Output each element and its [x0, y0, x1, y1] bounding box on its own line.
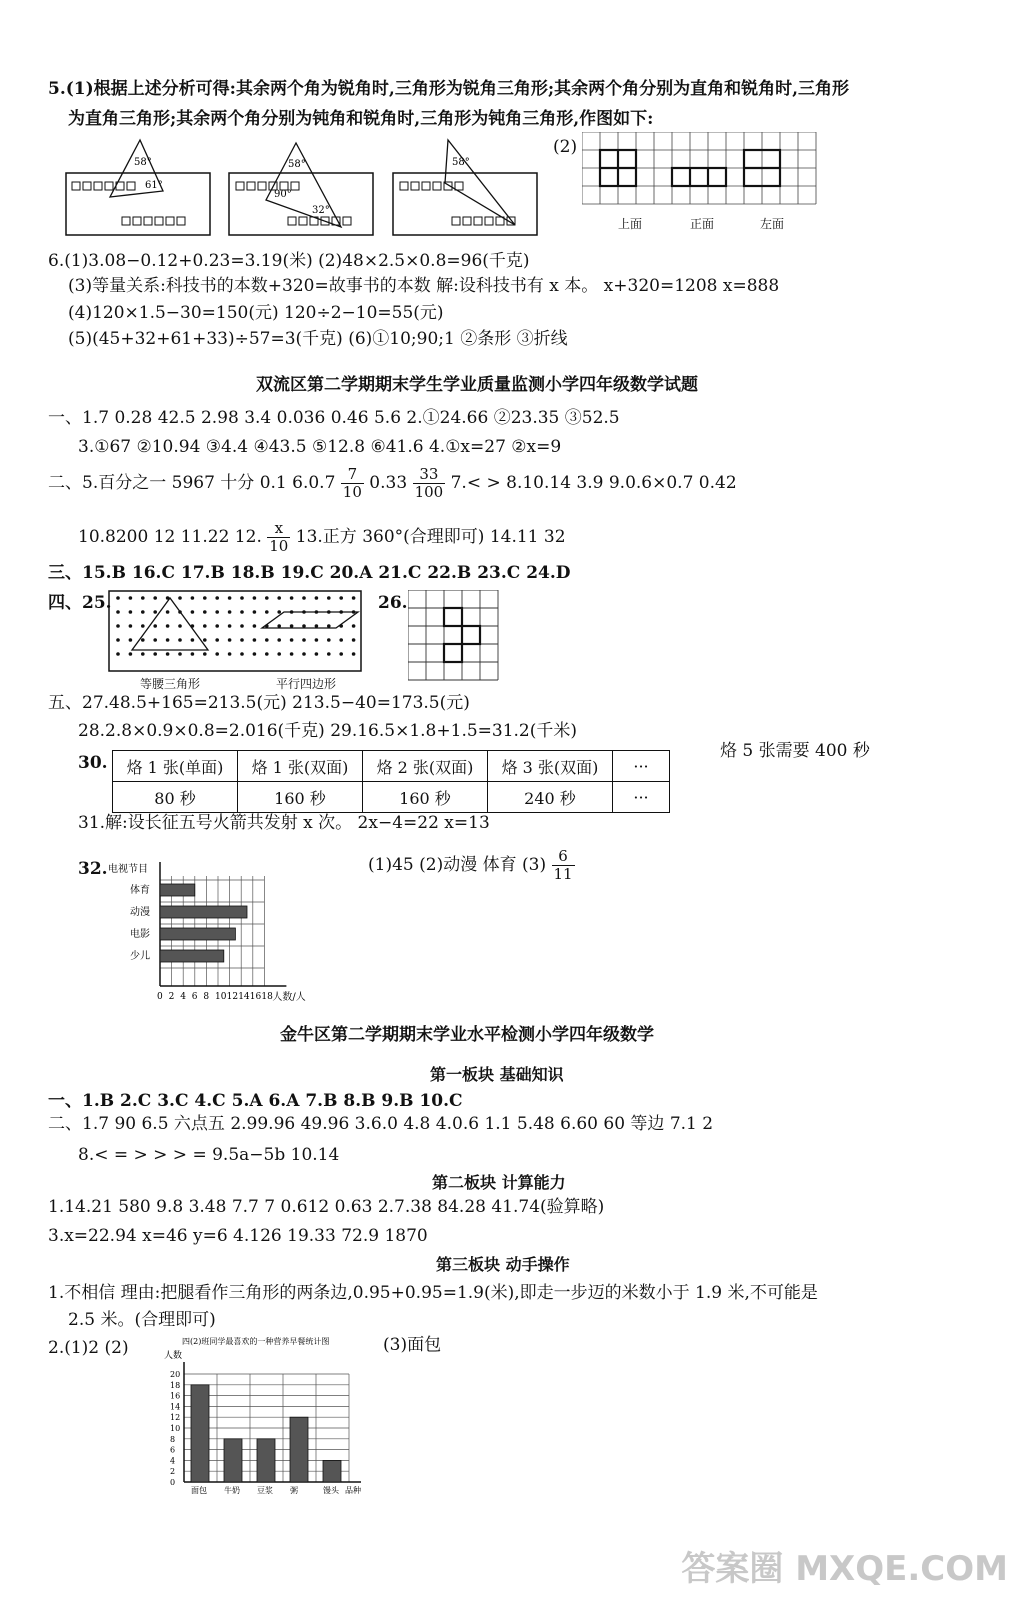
- y-tick-label: 20: [170, 1370, 181, 1379]
- s2-row8a: 2.(1)2 (2): [48, 1338, 129, 1358]
- s2-row5: 3.x=22.94 x=46 y=6 4.126 19.33 72.9 1870: [48, 1226, 428, 1246]
- s1-row4: 10.8200 12 11.22 12. $\frac{x}{10}$ 13.正方 360°(合理即可) 14.11 32: [78, 519, 566, 555]
- q25-dot-grid: [108, 590, 362, 672]
- table-cell-2: 160 秒: [238, 782, 363, 813]
- y-tick-label: 16: [170, 1391, 181, 1401]
- q6-line2: (3)等量关系:科技书的本数+320=故事书的本数 解:设科技书有 x 本。 x+320=1208 x=888: [68, 276, 780, 296]
- q6-line3: (4)120×1.5−30=150(元) 120÷2−10=55(元): [68, 303, 444, 323]
- bar: [224, 1439, 242, 1482]
- section2-title: 金牛区第二学期期末学业水平检测小学四年级数学: [280, 1025, 654, 1045]
- figure-acute: [66, 140, 210, 235]
- bar: [191, 1385, 209, 1482]
- table-head-4: 烙 3 张(双面): [488, 751, 613, 782]
- figure-right: [229, 143, 373, 235]
- bar: [160, 928, 235, 940]
- category-label: 电影: [130, 929, 150, 940]
- q5-part2: (2): [553, 137, 578, 157]
- s2-row7: 2.5 米。(合理即可): [68, 1310, 216, 1330]
- y-tick-label: 14: [170, 1402, 181, 1412]
- x-tick-label: 12: [226, 992, 239, 1002]
- section1-title: 双流区第二学期期末学生学业质量监测小学四年级数学试题: [256, 375, 698, 395]
- s1-row7: 28.2.8×0.9×0.8=2.016(千克) 29.16.5×1.8+1.5=31.2(千米): [78, 721, 578, 741]
- q5-line1: 5.(1)根据上述分析可得:其余两个角为锐角时,三角形为锐角三角形;其余两个角分别为直角和锐角时,三角形: [48, 79, 850, 99]
- y-tick-label: 10: [170, 1424, 181, 1433]
- x-tick-label: 4: [180, 992, 186, 1002]
- category-label: 豆浆: [257, 1486, 273, 1495]
- q26-label: 26.: [378, 593, 408, 613]
- angle-32: 32°: [312, 205, 330, 216]
- angle-61: 61°: [145, 180, 163, 191]
- q32-label: 32.: [78, 859, 108, 879]
- s2-row6: 1.不相信 理由:把腿看作三角形的两条边,0.95+0.95=1.9(米),即走一步迈的米数小于 1.9 米,不可能是: [48, 1283, 818, 1303]
- q5-line2: 为直角三角形;其余两个角分别为钝角和锐角时,三角形为钝角三角形,作图如下:: [68, 109, 654, 129]
- y-axis-label: 人数: [164, 1351, 183, 1361]
- three-views-grid: [582, 132, 832, 212]
- q6-line1: 6.(1)3.08−0.12+0.23=3.19(米) (2)48×2.5×0.8=96(千克): [48, 251, 530, 271]
- s1-row5: 三、15.B 16.C 17.B 18.B 19.C 20.A 21.C 22.B 23.C 24.D: [48, 563, 571, 583]
- y-axis-label: 电视节目: [108, 864, 148, 875]
- category-label: 动漫: [130, 907, 150, 918]
- angle-58-c: 58°: [452, 157, 470, 168]
- y-tick-label: 18: [170, 1380, 181, 1390]
- table-cell-1: 80 秒: [113, 782, 238, 813]
- view-top-label: 上面: [618, 217, 643, 231]
- y-tick-label: 4: [170, 1456, 176, 1466]
- x-tick-label: 18: [261, 992, 273, 1002]
- view-front-label: 正面: [690, 217, 715, 231]
- bar: [160, 950, 224, 962]
- s1-row2: 3.①67 ②10.94 ③4.4 ④43.5 ⑤12.8 ⑥41.6 4.①x=27 ②x=9: [78, 437, 562, 457]
- category-label: 少儿: [130, 951, 150, 962]
- category-label: 馒头: [323, 1486, 339, 1495]
- block3-title: 第三板块 动手操作: [436, 1255, 570, 1274]
- s2-row1: 一、1.B 2.C 3.C 4.C 5.A 6.A 7.B 8.B 9.B 10.C: [48, 1091, 463, 1111]
- fraction-33-100: $\frac{33}{100}$: [414, 465, 444, 501]
- q6-line4: (5)(45+32+61+33)÷57=3(千克) (6)①10;90;1 ②条形 ③折线: [68, 329, 568, 349]
- x-tick-label: 0: [157, 992, 163, 1002]
- q32-answers: (1)45 (2)动漫 体育 (3) $\frac{6}{11}$: [368, 847, 573, 883]
- bar: [160, 884, 195, 896]
- bar: [160, 906, 247, 918]
- angle-58-a: 58°: [134, 157, 152, 168]
- bar: [323, 1460, 341, 1482]
- table-cell-3: 160 秒: [363, 782, 488, 813]
- x-tick-label: 8: [203, 992, 210, 1002]
- fraction-6-11: $\frac{6}{11}$: [553, 847, 573, 883]
- q5-triangle-figures: [60, 135, 570, 245]
- angle-90: 90°: [274, 189, 292, 200]
- x-tick-label: 6: [191, 992, 198, 1002]
- fraction-x-10: $\frac{x}{10}$: [269, 519, 289, 555]
- breakfast-bar-chart: [150, 1334, 380, 1500]
- q26-grid: [408, 590, 508, 686]
- y-tick-label: 6: [170, 1445, 176, 1455]
- block2-title: 第二板块 计算能力: [432, 1173, 566, 1192]
- s1-row6: 五、27.48.5+165=213.5(元) 213.5−40=173.5(元): [48, 693, 470, 713]
- category-label: 粥: [290, 1486, 298, 1495]
- s1-row1: 一、1.7 0.28 42.5 2.98 3.4 0.036 0.46 5.6 2.①24.66 ②23.35 ③52.5: [48, 408, 620, 428]
- angle-58-b: 58°: [288, 159, 306, 170]
- tv-program-bar-chart: [108, 858, 358, 1008]
- table-head-2: 烙 1 张(双面): [238, 751, 363, 782]
- s2-row2: 二、1.7 90 6.5 六点五 2.99.96 49.96 3.6.0 4.8 4.0.6 1.1 5.48 6.60 60 等边 7.1 2: [48, 1114, 714, 1134]
- q25-caption-parallelogram: 平行四边形: [276, 677, 337, 691]
- x-tick-label: 2: [168, 992, 175, 1002]
- view-left-label: 左面: [760, 217, 785, 231]
- y-tick-label: 8: [170, 1434, 176, 1444]
- category-label: 面包: [191, 1486, 207, 1495]
- table-head-1: 烙 1 张(单面): [113, 751, 238, 782]
- figure-obtuse: [393, 140, 537, 235]
- x-tick-label: 14: [238, 992, 250, 1002]
- x-axis-label: 人数/人: [272, 992, 306, 1003]
- watermark: 答案圈 MXQE.COM: [681, 1549, 1008, 1589]
- q25-caption-triangle: 等腰三角形: [140, 677, 201, 691]
- table-head-5: ···: [613, 751, 670, 782]
- fraction-7-10: $\frac{7}{10}$: [342, 465, 362, 501]
- table-cell-5: ···: [613, 782, 670, 813]
- x-tick-label: 16: [249, 992, 262, 1002]
- category-label: 体育: [130, 885, 150, 896]
- y-tick-label: 2: [170, 1467, 176, 1477]
- s2-row4: 1.14.21 580 9.8 3.48 7.7 7 0.612 0.63 2.7.38 84.28 41.74(验算略): [48, 1197, 605, 1217]
- x-tick-label: 10: [215, 992, 227, 1002]
- s2-row8b: (3)面包: [383, 1335, 442, 1355]
- block1-title: 第一板块 基础知识: [430, 1065, 564, 1084]
- x-axis-label: 品种: [345, 1486, 361, 1495]
- q30-table: [112, 750, 670, 813]
- bar: [290, 1417, 308, 1482]
- table-cell-4: 240 秒: [488, 782, 613, 813]
- table-head-3: 烙 2 张(双面): [363, 751, 488, 782]
- bar: [257, 1439, 275, 1482]
- s2-row3: 8.< = > > > = 9.5a−5b 10.14: [78, 1145, 340, 1165]
- s1-q31: 31.解:设长征五号火箭共发射 x 次。 2x−4=22 x=13: [78, 813, 490, 833]
- category-label: 牛奶: [224, 1486, 240, 1495]
- q30-label: 30.: [78, 753, 108, 773]
- s1-row3: 二、5.百分之一 5967 十分 0.1 6.0.7 $\frac{7}{10}$ 0.33 $\frac{33}{100}$ 7.< > 8.10.14 3.9 9.0.6×0.7 0.42: [48, 465, 737, 501]
- y-tick-label: 0: [170, 1478, 176, 1487]
- y-tick-label: 12: [170, 1413, 181, 1423]
- chart-title: 四(2)班同学最喜欢的一种营养早餐统计图: [182, 1337, 330, 1346]
- q30-note: 烙 5 张需要 400 秒: [720, 741, 870, 761]
- q25-label: 四、25.: [48, 593, 112, 613]
